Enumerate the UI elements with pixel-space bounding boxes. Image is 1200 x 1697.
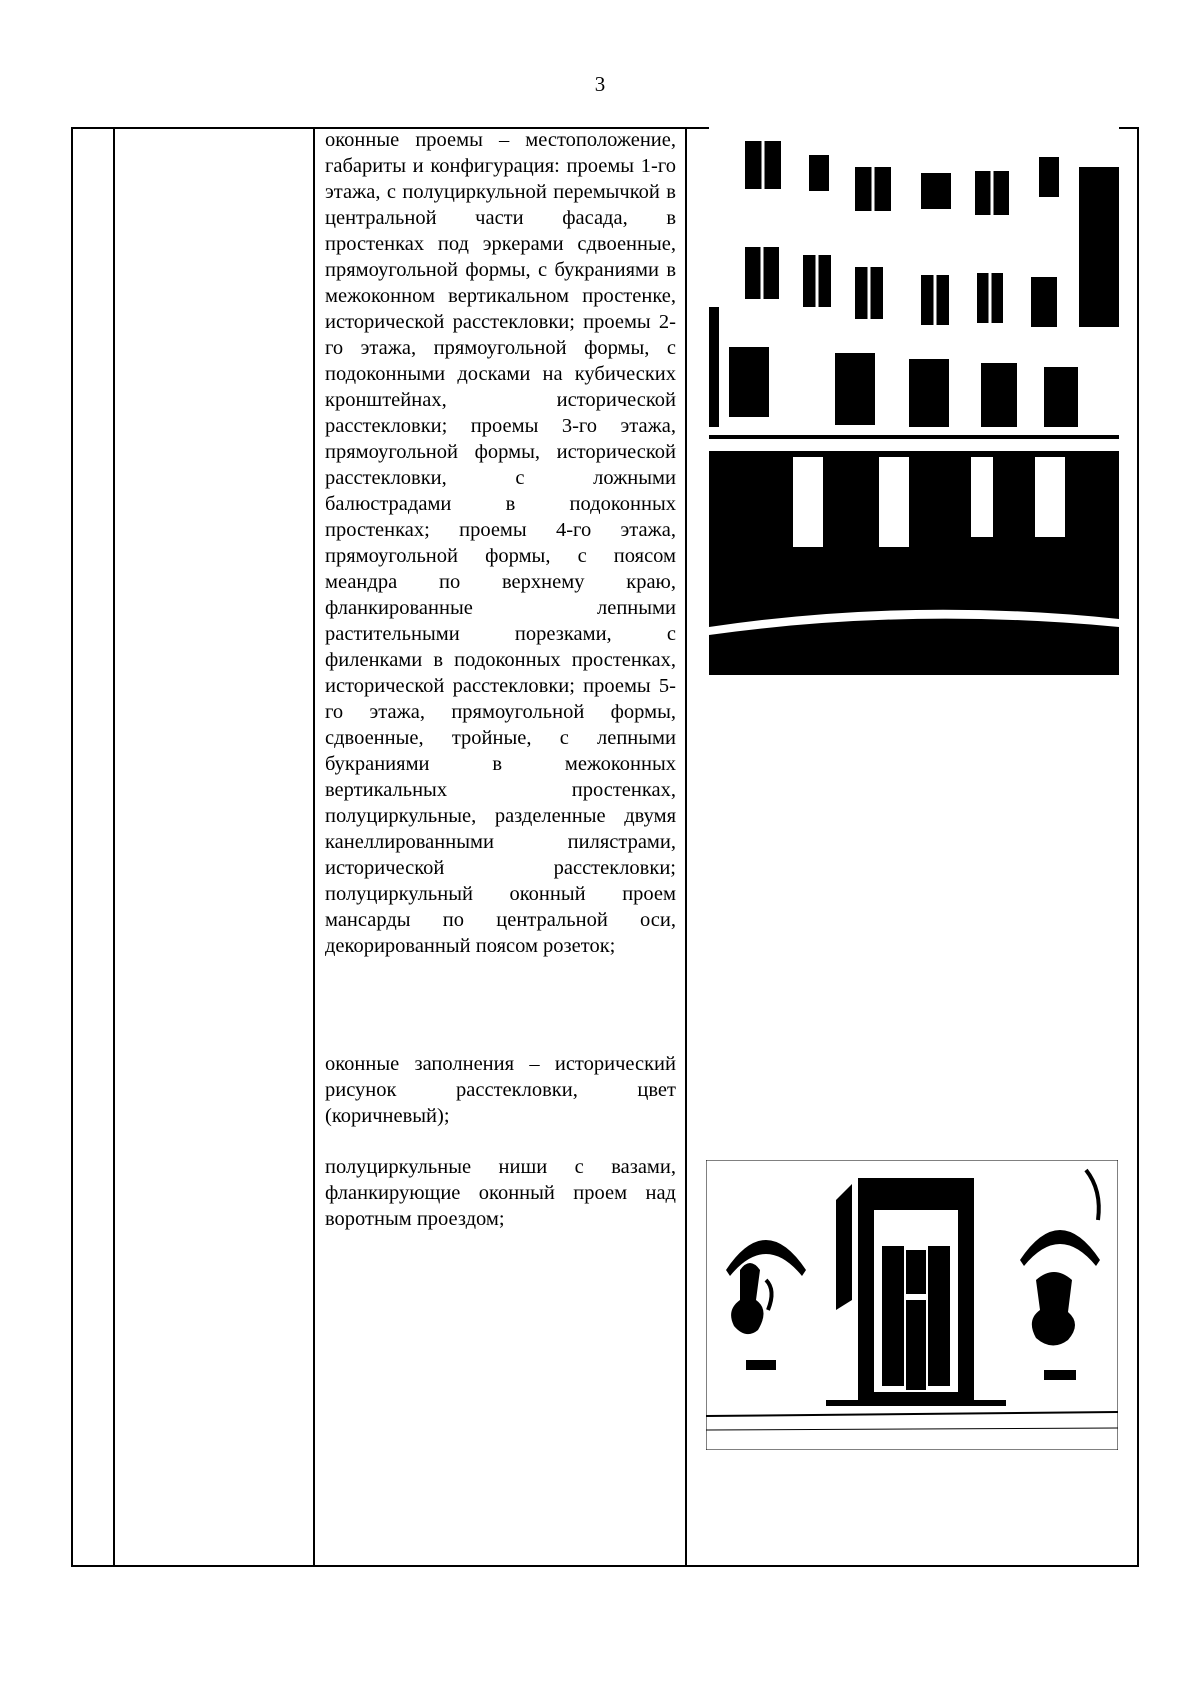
column-divider — [313, 127, 315, 1567]
page-number: 3 — [594, 72, 606, 96]
niches-photo — [706, 1160, 1118, 1450]
column-divider — [113, 127, 115, 1567]
window-openings-text: оконные проемы – местоположение, габариты и конфигурация: проемы 1-го этажа, с полуциркульной перемычкой в центральной части фасада, в простенках под эркерами сдвоенные, прямоугольной формы, с букраниями в межоконном вертикальном простенке, исторической расстекловки; проемы 2-го этажа, прямоугольной формы, с подоконными досками на кубических кронштейнах, исторической расстекловки; проемы 3-го этажа, прямоугольной формы, исторической расстекловки, с ложными балюстрадами в подоконных простенках; проемы 4-го этажа, прямоугольной формы, с поясом меандра по верхнему краю, фланкированные лепными растительными порезками, с филенками в подоконных простенках, исторической расстекловки; проемы 5-го этажа, прямоугольной формы, сдвоенные, тройные, с лепными букраниями в межоконных вертикальных простенках, полуциркульные, разделенные двумя канеллированными пилястрами, исторической расстекловки; полуциркульный оконный проем мансарды по центральной оси, декорированный поясом розеток; — [325, 129, 676, 957]
column-divider — [685, 127, 687, 1567]
window-fillings-text: оконные заполнения – исторический рисунок расстекловки, цвет (коричневый); — [325, 1053, 676, 1127]
niches-text: полуциркульные ниши с вазами, фланкирующие оконный проем над воротным проездом; — [325, 1156, 676, 1230]
facade-photo — [709, 127, 1119, 675]
